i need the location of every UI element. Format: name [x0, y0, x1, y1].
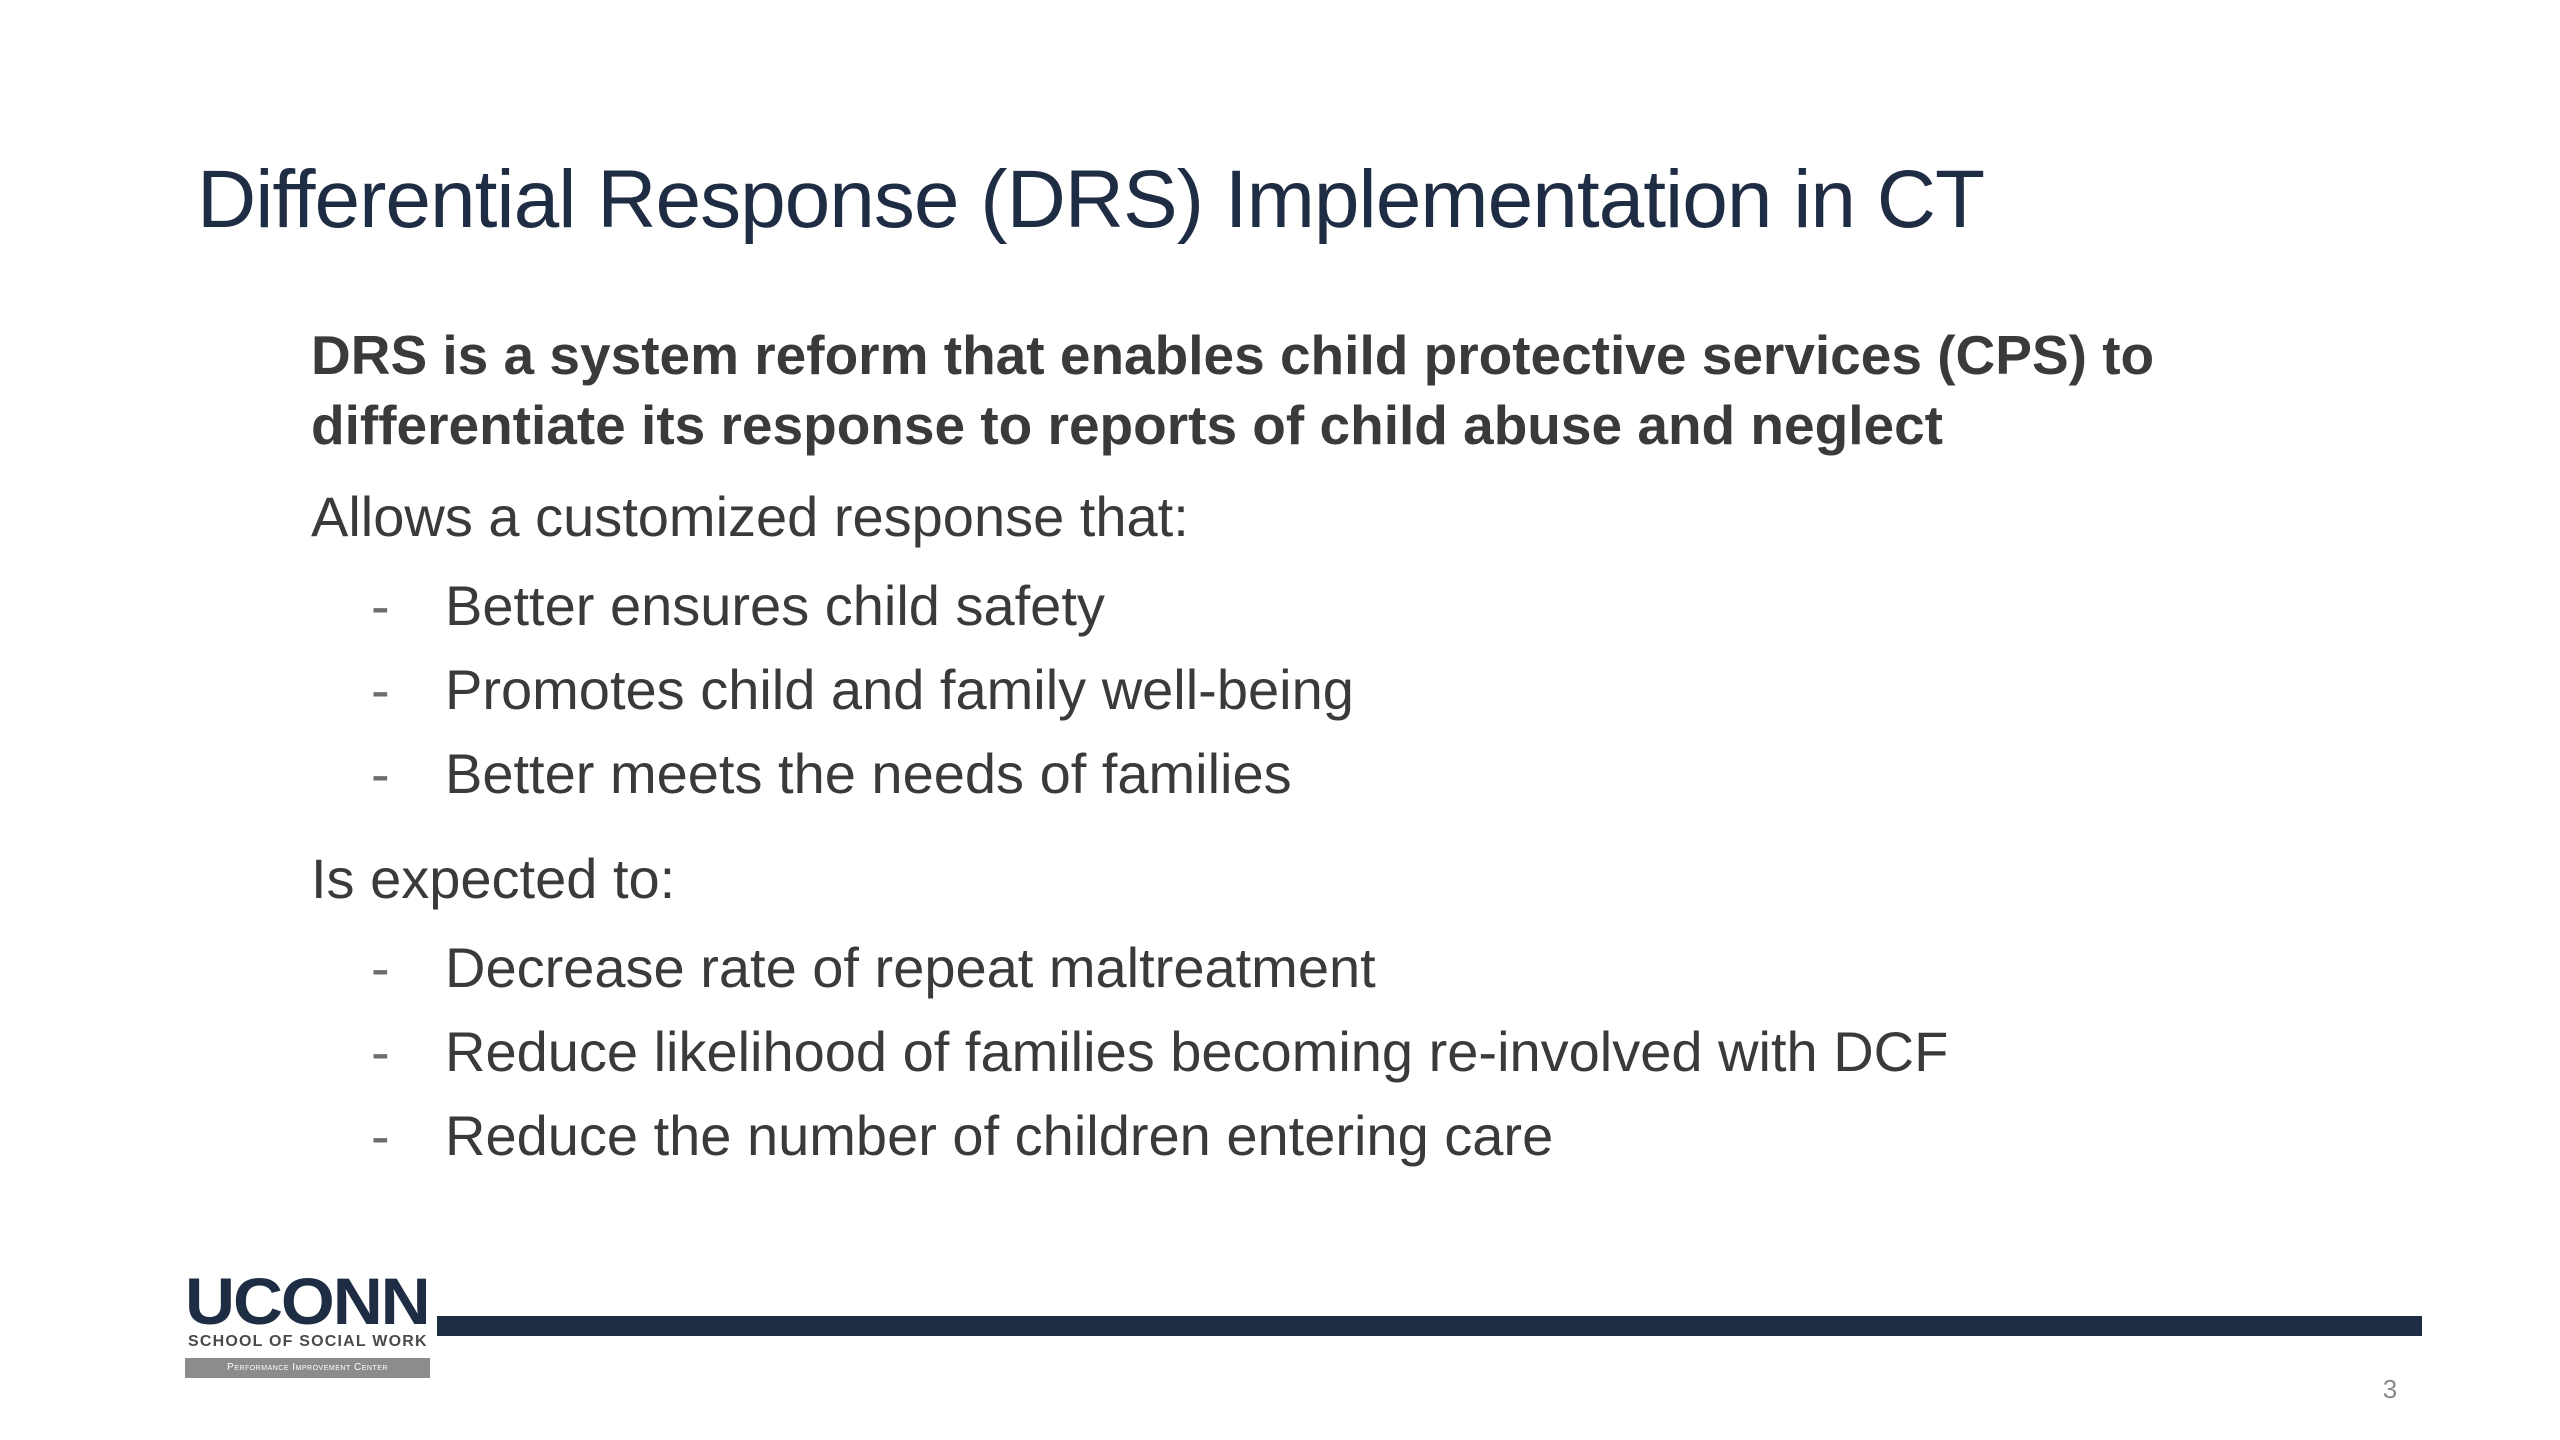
section-heading-expected-outcomes: Is expected to:	[311, 847, 676, 910]
bullet-item	[311, 564, 2311, 648]
footer-rule	[437, 1316, 2422, 1336]
bullet-item	[311, 648, 2311, 732]
dash-bullet: -	[371, 1104, 390, 1167]
bullet-text: Reduce likelihood of families becoming re-involved with DCF	[445, 1020, 1949, 1083]
lead-statement: DRS is a system reform that enables child protective services (CPS) to differentiate its response to reports of child abuse and neglect	[311, 324, 2155, 456]
dash-bullet: -	[371, 742, 390, 805]
bullet-text: Better ensures child safety	[445, 574, 1105, 637]
logo-wordmark: UCONN	[185, 1264, 429, 1338]
dash-bullet: -	[371, 574, 390, 637]
bullet-text: Reduce the number of children entering care	[445, 1104, 1554, 1167]
uconn-logo	[185, 1264, 430, 1380]
page-number: 3	[2382, 1374, 2398, 1404]
bullet-item	[311, 1094, 2311, 1178]
section-heading-customized-response: Allows a customized response that:	[311, 485, 1189, 548]
slide-body	[311, 320, 2311, 1206]
bullet-list-expected-outcomes	[311, 926, 2311, 1178]
bullet-item	[311, 1010, 2311, 1094]
bullet-text: Better meets the needs of families	[445, 742, 1292, 805]
bullet-list-customized-response	[311, 564, 2311, 816]
bullet-text: Decrease rate of repeat maltreatment	[445, 936, 1376, 999]
dash-bullet: -	[371, 936, 390, 999]
dash-bullet: -	[371, 1020, 390, 1083]
bullet-item	[311, 926, 2311, 1010]
logo-band: Performance Improvement Center	[185, 1358, 430, 1378]
bullet-item	[311, 732, 2311, 816]
bullet-text: Promotes child and family well-being	[445, 658, 1354, 721]
slide-title: Differential Response (DRS) Implementation in CT	[197, 154, 1985, 245]
dash-bullet: -	[371, 658, 390, 721]
logo-subtitle: SCHOOL OF SOCIAL WORK	[188, 1333, 428, 1350]
